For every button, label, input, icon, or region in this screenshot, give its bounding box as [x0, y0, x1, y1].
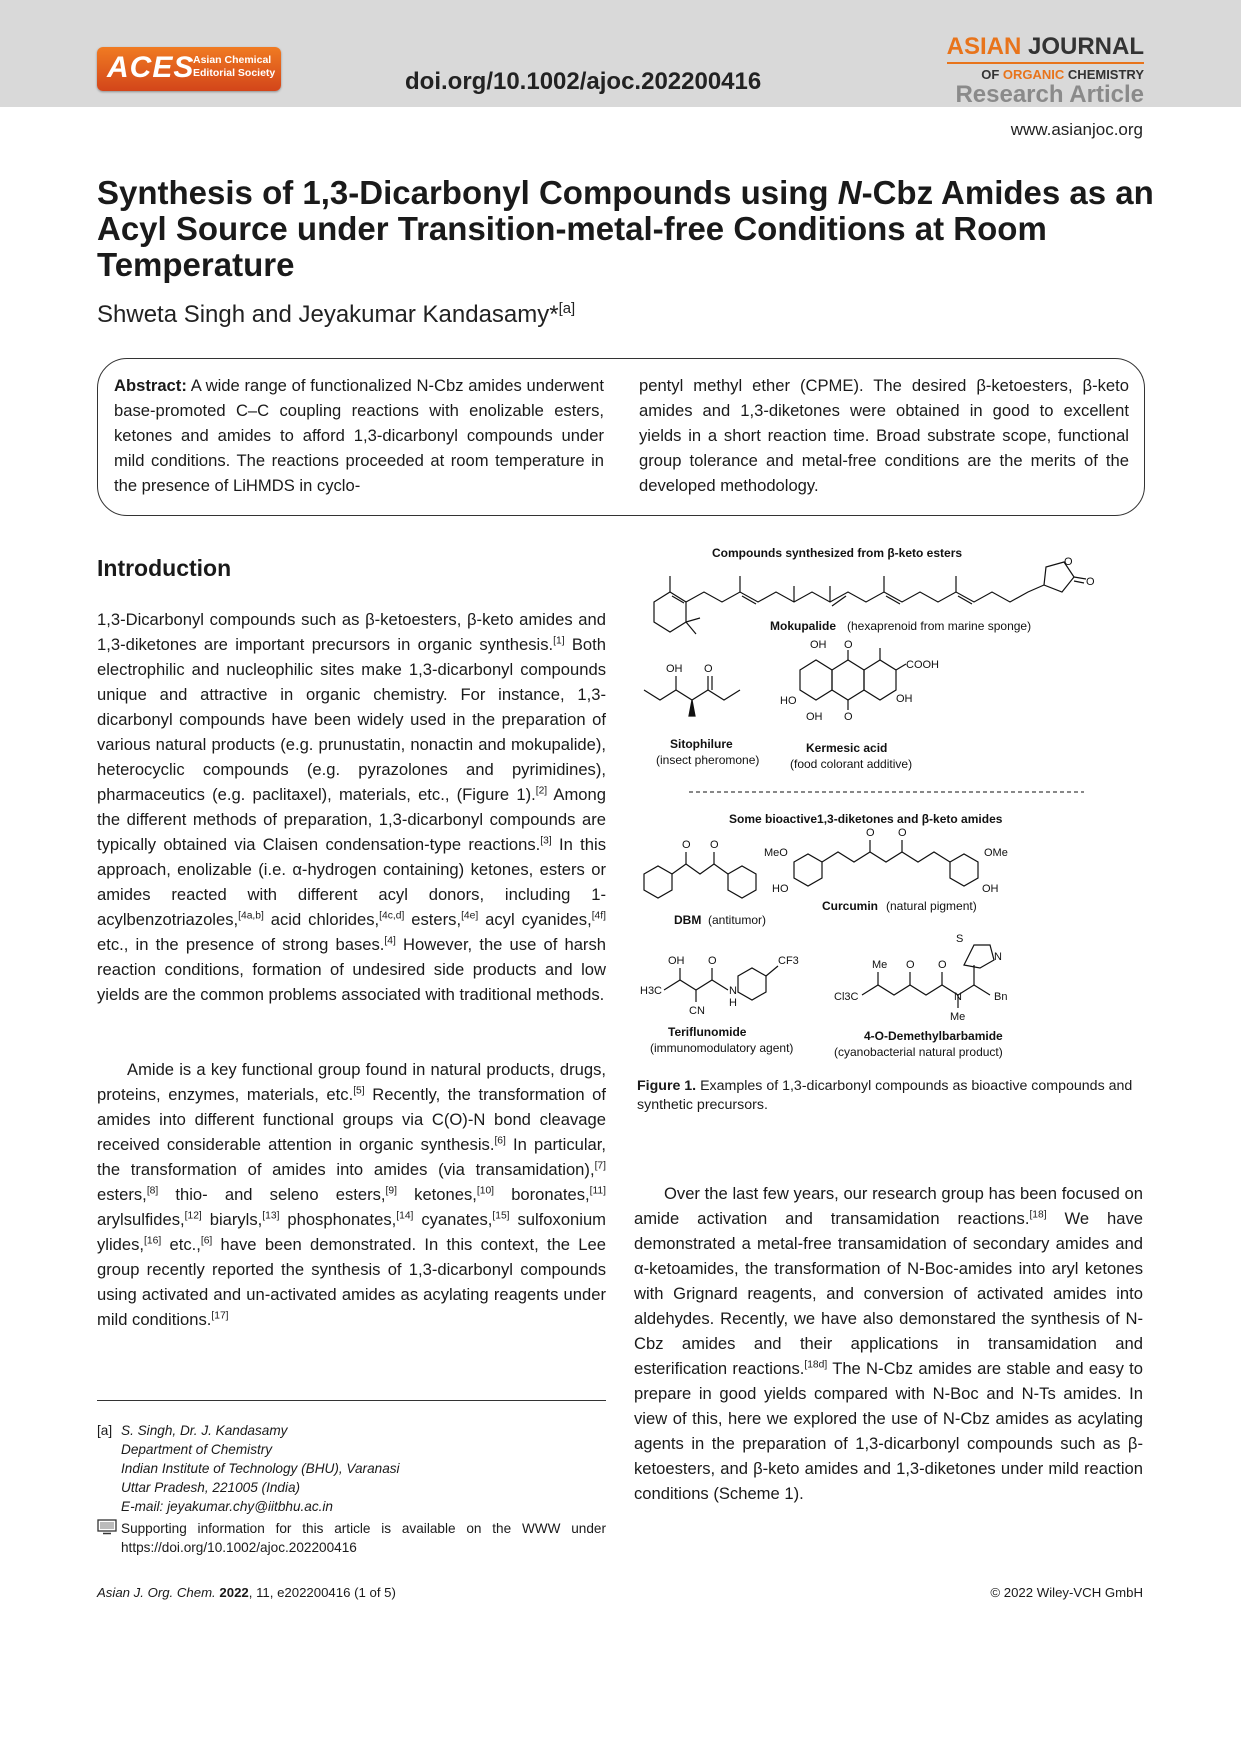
right-column-paragraph: Over the last few years, our research group has been focused on amide activation and transamidation reactions.[18] We have demonstrated a metal-free transamidation of secondary amides and α-ketoamides, the transformation of N-Boc-amides into aryl ketones with Grignard reagents, and conversion of activated amides into aldehydes. Recently, we have also demonstared the synthesis of N-Cbz amides and their applications in transamidation and esterification reactions.[18d] The N-Cbz amides are stable and easy to prepare in good yields compared with N-Boc and N-Ts amides. In view of this, here we explored the use of N-Cbz amides as acylating agents in the preparation of 1,3-dicarbonyl compounds such as β-ketoesters, and β-keto amides and 1,3-diketones under mild reaction conditions (Scheme 1). [634, 1184, 1143, 1503]
kermesic-label: Kermesic acid [806, 741, 888, 755]
barbamide-desc: (cyanobacterial natural product) [834, 1045, 1003, 1059]
citation-ref[interactable]: [6] [494, 1135, 506, 1147]
dbm-structure [644, 852, 756, 898]
abstract-left-column: Abstract: A wide range of functionalized N-Cbz amides underwent base-promoted C–C coupling reactions with enolizable esters, ketones and amides to afford 1,3-dicarbonyl compounds under mild conditions. The reactions proceeded at room temperature in the presence of LiHMDS in cyclo- [114, 376, 604, 495]
mokupalide-carbonyl-oxygen: O [1086, 576, 1095, 588]
dbm-label: DBM [674, 913, 702, 927]
kermesic-o-top: O [844, 639, 853, 651]
citation-ref[interactable]: [17] [211, 1310, 229, 1322]
citation-ref[interactable]: [11] [589, 1185, 606, 1197]
aces-logo[interactable] [97, 47, 281, 91]
section-heading-introduction: Introduction [97, 555, 232, 581]
barb-s: S [956, 933, 964, 945]
curcumin-structure [794, 840, 978, 886]
barb-cl3c: Cl3C [834, 991, 859, 1003]
mokupalide-desc: (hexaprenoid from marine sponge) [847, 619, 1032, 633]
kermesic-cooh: COOH [906, 659, 939, 671]
citation-ref[interactable]: [14] [396, 1210, 414, 1222]
citation-ref[interactable]: [4a,b] [238, 910, 264, 922]
dbm-o-1: O [682, 839, 691, 851]
footnote-rule [97, 1400, 606, 1401]
article-type: Research Article [955, 81, 1144, 108]
curcumin-desc: (natural pigment) [886, 899, 977, 913]
barb-n-thiazole: N [994, 951, 1002, 963]
citation-ref[interactable]: [18d] [804, 1359, 828, 1371]
curcumin-o-1: O [866, 827, 875, 839]
citation-ref[interactable]: [15] [492, 1210, 510, 1222]
barbamide-structure [862, 945, 994, 1008]
teriflunomide-label: Teriflunomide [668, 1025, 747, 1039]
barb-bn: Bn [994, 991, 1008, 1003]
affiliation-line: Indian Institute of Technology (BHU), Varanasi [121, 1461, 400, 1476]
citation-ref[interactable]: [7] [594, 1160, 606, 1172]
abstract-right-column: pentyl methyl ether (CPME). The desired β-ketoesters, β-keto amides and 1,3-diketones were obtained in good to excellent yields in a short reaction time. Broad substrate scope, functional group tolerance and metal-free conditions are the merits of the developed methodology. [639, 376, 1129, 495]
citation-ref[interactable]: [8] [146, 1185, 159, 1197]
abstract-heading: Abstract: [114, 376, 187, 395]
sitophilure-label: Sitophilure [670, 737, 733, 751]
citation-ref[interactable]: [6] [200, 1235, 213, 1247]
affiliation-line: S. Singh, Dr. J. Kandasamy [121, 1423, 288, 1438]
citation-ref[interactable]: [4] [384, 935, 396, 947]
abstract-box [97, 358, 1145, 516]
sitophilure-desc: (insect pheromone) [656, 753, 760, 767]
kermesic-o-bottom: O [844, 711, 853, 723]
affiliation-line: Department of Chemistry [121, 1442, 273, 1457]
figure-caption-label: Figure 1. [637, 1078, 697, 1094]
citation-ref[interactable]: [1] [553, 635, 565, 647]
journal-logo: ASIAN JOURNAL OF ORGANIC CHEMISTRY Research Article [946, 33, 1144, 108]
curcumin-o-2: O [898, 827, 907, 839]
teri-h: H [729, 997, 737, 1009]
computer-icon [97, 1519, 117, 1535]
teri-h3c: H3C [640, 985, 663, 997]
dbm-o-2: O [710, 839, 719, 851]
page-citation: Asian J. Org. Chem. 2022, 11, e202200416 (1 of 5) [97, 1585, 396, 1600]
figure-1-structures [634, 540, 1104, 1065]
copyright: © 2022 Wiley-VCH GmbH [990, 1585, 1143, 1600]
affiliation-lines [121, 1421, 400, 1516]
citation-ref[interactable]: [4e] [461, 910, 479, 922]
barb-n-amide: N [954, 991, 962, 1003]
curcumin-ho: HO [772, 883, 789, 895]
teri-o: O [708, 955, 717, 967]
citation-ref[interactable]: [13] [262, 1210, 280, 1222]
intro-paragraph-1: 1,3-Dicarbonyl compounds such as β-ketoesters, β-keto amides and 1,3-diketones are important precursors in organic synthesis.[1] Both electrophilic and nucleophilic sites make 1,3-dicarbonyl compounds unique and attractive in organic chemistry. For instance, 1,3-dicarbonyl compounds have been widely used in the preparation of various natural products (e.g. prunustatin, nonactin and mokupalide), heterocyclic compounds (e.g. pyrazolones and pyrimidines), pharmaceutics (e.g. paclitaxel), materials, etc., (Figure 1).[2] Among the different methods of preparation, 1,3-dicarbonyl compounds are typically obtained via Claisen condensation-type reactions.[3] In this approach, enolizable (i.e. α-hydrogen containing) ketones, esters or amides reacted with different acyl donors, including 1-acylbenzotriazoles,[4a,b] acid chlorides,[4c,d] esters,[4e] acyl cyanides,[4f] etc., in the presence of strong bases.[4] However, the use of harsh reaction conditions, formation of undesired side products and low yields are the common problems associated with traditional methods. [97, 610, 607, 1004]
citation-ref[interactable]: [3] [540, 835, 552, 847]
article-title: Synthesis of 1,3-Dicarbonyl Compounds using N-Cbz Amides as an Acyl Source under Transition-metal-free Conditions at Room Temperature [97, 174, 1154, 283]
barb-o-1: O [906, 959, 915, 971]
sitophilure-structure [644, 676, 740, 716]
citation-ref[interactable]: [18] [1029, 1209, 1047, 1221]
citation-ref[interactable]: [12] [184, 1210, 202, 1222]
teriflunomide-desc: (immunomodulatory agent) [650, 1041, 794, 1055]
journal-website-link[interactable]: www.asianjoc.org [1010, 120, 1143, 139]
curcumin-label: Curcumin [822, 899, 879, 913]
author-list: Shweta Singh and Jeyakumar Kandasamy*[a] [97, 301, 576, 328]
figure-heading-top: Compounds synthesized from β-keto esters [712, 546, 963, 560]
intro-paragraph-2: Amide is a key functional group found in natural products, drugs, proteins, enzymes, materials, etc.[5] Recently, the transformation of amides into different functional groups via C(O)-N bond cleavage received considerable attention in organic synthesis.[6] In particular, the transformation of amides into amides (via transamidation),[7] esters,[8] thio- and seleno esters,[9] ketones,[10] boronates,[11] arylsulfides,[12] biaryls,[13] phosphonates,[14] cyanates,[15] sulfoxonium ylides,[16] etc.,[6] have been demonstrated. In this context, the Lee group recently reported the synthesis of 1,3-dicarbonyl compounds using activated and un-activated amides as acylating reagents under mild conditions.[17] [97, 1060, 607, 1329]
citation-ref[interactable]: [4c,d] [379, 910, 405, 922]
sitophilure-o: O [704, 663, 713, 675]
kermesic-desc: (food colorant additive) [790, 757, 913, 771]
kermesic-acid-structure [800, 648, 906, 710]
sitophilure-oh: OH [666, 663, 683, 675]
affiliation-email[interactable]: E-mail: jeyakumar.chy@iitbhu.ac.in [121, 1499, 333, 1514]
barb-me-bottom: Me [950, 1011, 966, 1023]
curcumin-meo: MeO [764, 847, 788, 859]
teri-cf3: CF3 [778, 955, 799, 967]
citation-ref[interactable]: [4f] [591, 910, 606, 922]
teri-oh: OH [668, 955, 685, 967]
kermesic-oh-right: OH [896, 693, 913, 705]
barb-me-top: Me [872, 959, 888, 971]
figure-heading-mid: Some bioactive1,3-diketones and β-keto amides [729, 812, 1003, 826]
citation-ref[interactable]: [9] [385, 1185, 397, 1197]
journal-logo-rule [947, 62, 1144, 64]
affiliation-line: Uttar Pradesh, 221005 (India) [121, 1480, 301, 1495]
kermesic-oh-top: OH [810, 639, 827, 651]
figure-1-caption: Figure 1. Examples of 1,3-dicarbonyl compounds as bioactive compounds and synthetic precursors. [637, 1078, 1133, 1113]
aces-logo-text: ACES [107, 51, 195, 84]
mokupalide-ring-oxygen: O [1064, 556, 1073, 568]
curcumin-ome: OMe [984, 847, 1008, 859]
barbamide-label: 4-O-Demethylbarbamide [864, 1029, 1003, 1043]
kermesic-oh-bottom: OH [806, 711, 823, 723]
dbm-desc: (antitumor) [708, 913, 767, 927]
figure-1 [634, 540, 1104, 1065]
citation-ref[interactable]: [5] [353, 1085, 365, 1097]
doi-link[interactable]: doi.org/10.1002/ajoc.202200416 [405, 68, 762, 95]
footnote-label: [a] [97, 1423, 113, 1438]
citation-ref[interactable]: [16] [144, 1235, 162, 1247]
citation-ref[interactable]: [2] [535, 785, 548, 797]
teriflunomide-structure [664, 966, 778, 1002]
mokupalide-label: Mokupalide [770, 619, 837, 633]
teri-n: N [729, 985, 737, 997]
supporting-info-text: Supporting information for this article is available on the WWW under https://doi.org/10.1002/ajoc.202200416 [121, 1521, 606, 1555]
barb-o-2: O [938, 959, 947, 971]
teri-cn: CN [689, 1005, 705, 1017]
kermesic-ho-left: HO [780, 695, 797, 707]
aces-logo-subtext: Asian Chemical Editorial Society [193, 54, 276, 79]
citation-ref[interactable]: [10] [476, 1185, 495, 1197]
curcumin-oh: OH [982, 883, 999, 895]
